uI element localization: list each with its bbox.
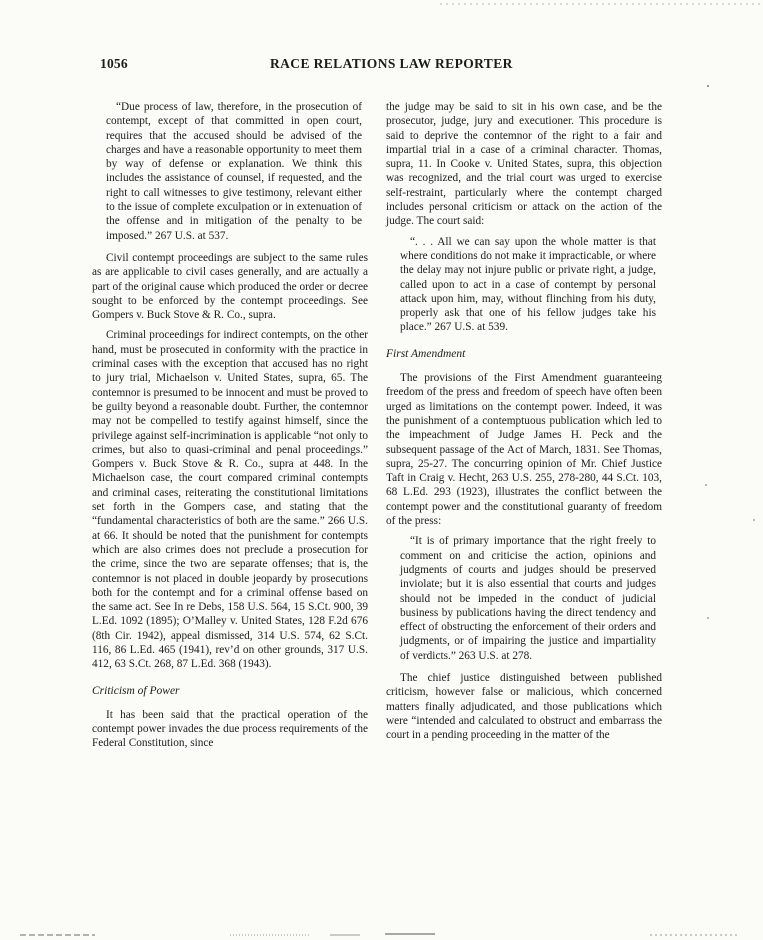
paragraph: The chief justice distinguished between published criticism, however false or malicious, which concerned matters finally adjudicated, and those publications which were “intended and calculated to obstruct and embarrass the court in a pending proceeding in the matter of the (386, 671, 662, 742)
running-head: RACE RELATIONS LAW REPORTER (270, 56, 513, 71)
paragraph: Criminal proceedings for indirect contempts, on the other hand, must be prosecuted in conformity with the practice in criminal cases with the exception that accused has no right to jury trial, Michaelson v. United States, supra, 65. The contemnor is presumed to be innocent and must be proved to be guilty beyond a reasonable doubt. Further, the contemnor may not be compelled to testify against himself, since the privilege against self-incrimination is applicable “not only to crimes, but also to quasi-criminal and penal proceedings.” Gompers v. Buck Stove & R. Co., supra at 448. In the Michaelson case, the court compared criminal contempts and criminal cases, reiterating the constitutional limitations set forth in the Gompers case, and stating that the “fundamental characteristics of both are the same.” 266 U.S. at 66. It should be noted that the punishment for contempts which are also crimes does not preclude a prosecution for the crime, since the two are separate offenses; that is, the contemnor is not placed in double jeopardy by prosecutions both for the contempt and for a criminal offense based on the same act. See In re Debs, 158 U.S. 564, 15 S.Ct. 900, 39 L.Ed. 1092 (1895); O’Malley v. United States, 128 F.2d 676 (8th Cir. 1942), appeal dismissed, 314 U.S. 574, 62 S.Ct. 116, 86 L.Ed. 465 (1941), rev’d on other grounds, 317 U.S. 412, 63 S.Ct. 268, 87 L.Ed. 368 (1943). (92, 329, 368, 671)
right-column (386, 100, 662, 748)
speck (705, 484, 707, 486)
block-quote: “Due process of law, therefore, in the prosecution of contempt, except of that committed in open court, requires that the accused should be advised of the charges and have a reasonable opportunity to meet them by way of defense or explanation. We think this includes the assistance of counsel, if requested, and the right to call witnesses to give testimony, relevant either to the issue of complete exculpation or in extenuation of the offense and in mitigation of the penalty to be imposed.” 267 U.S. at 537. (106, 101, 362, 242)
speck (753, 519, 755, 521)
paragraph: The provisions of the First Amendment guaranteeing freedom of the press and freedom of speech have often been urged as limitations on the contempt power. Indeed, it was the punishment of a contemptuous publication which led to the impeachment of Judge James H. Peck and the subsequent passage of the Act of March, 1831. See Thomas, supra, 25-27. The concurring opinion of Mr. Chief Justice Taft in Craig v. Hecht, 263 U.S. 255, 278-280, 44 S.Ct. 103, 68 L.Ed. 293 (1923), illustrates the conflict between the contempt power and the constitutional guaranty of freedom of the press: (386, 372, 662, 528)
block-quote: “. . . All we can say upon the whole matter is that where conditions do not make it impracticable, or where the delay may not injure public or private right, a judge, called upon to act in a case of contempt by personal attack upon him, may, without flinching from his duty, properly ask that one of his fellow judges take his place.” 267 U.S. at 539. (400, 235, 656, 334)
speck (707, 85, 709, 87)
page-number: 1056 (100, 56, 128, 71)
block-quote: “It is of primary importance that the right freely to comment on and criticise the action, opinions and judgments of courts and judges should be preserved inviolate; but it is also essential that courts and judges should not be impeded in the conduct of judicial business by publications having the direct tendency and effect of obstructing the enforcement of their orders and judgments, or of impairing the justice and impartiality of verdicts.” 263 U.S. at 278. (400, 535, 656, 662)
paragraph: It has been said that the practical operation of the contempt power invades the due process requirements of the Federal Constitution, since (92, 708, 368, 750)
section-heading: Criticism of Power (92, 684, 180, 697)
left-column (92, 100, 368, 757)
paragraph: the judge may be said to sit in his own case, and be the prosecutor, judge, jury and executioner. This procedure is said to deprive the contemnor of the right to a fair and impartial trial in a case of a criminal character. Thomas, supra, 11. In Cooke v. United States, supra, this objection was recognized, and the trial court was urged to exercise self-restraint, particularly where the contempt charged includes personal criticism or attack on the action of the judge. The court said: (386, 101, 662, 228)
paragraph: Civil contempt proceedings are subject to the same rules as are applicable to civil cases generally, and are actually a part of the original cause which produced the order or decree sought to be enforced by the contempt proceedings. See Gompers v. Buck Stove & R. Co., supra. (92, 251, 368, 322)
section-heading: First Amendment (386, 347, 466, 360)
speck (707, 617, 709, 619)
